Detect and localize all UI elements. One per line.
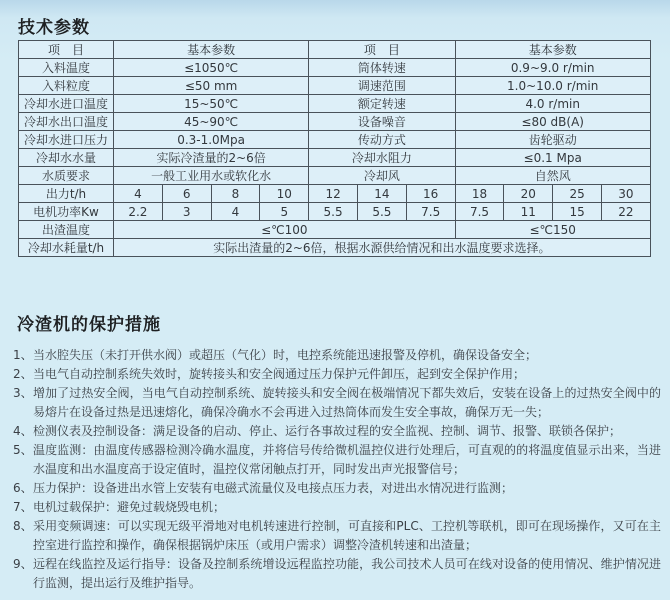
water-consume-row	[19, 239, 651, 257]
row-label: 冷却水阻力	[309, 149, 455, 167]
output-value: 14	[358, 185, 407, 203]
output-value: 18	[455, 185, 504, 203]
item-number: 8、	[13, 519, 33, 533]
output-value: 16	[406, 185, 455, 203]
row-label: 出力t/h	[19, 185, 114, 203]
output-value: 6	[162, 185, 211, 203]
output-row	[19, 185, 651, 203]
row-label: 额定转速	[309, 95, 455, 113]
row-value: 0.3-1.0Mpa	[114, 131, 309, 149]
power-value: 5	[260, 203, 309, 221]
protection-item	[13, 422, 661, 441]
row-value: ≤80 dB(A)	[455, 113, 650, 131]
protection-title: 冷渣机的保护措施	[17, 315, 161, 335]
item-number: 5、	[13, 443, 33, 457]
row-label: 冷却水进口温度	[19, 95, 114, 113]
table-row	[19, 113, 651, 131]
power-value: 7.5	[406, 203, 455, 221]
slag-temp-right: ≤℃150	[455, 221, 650, 239]
power-value: 2.2	[114, 203, 163, 221]
row-value: ≤1050℃	[114, 59, 309, 77]
power-value: 15	[553, 203, 602, 221]
row-label: 冷却水出口温度	[19, 113, 114, 131]
item-text: 检测仪表及控制设备：满足设备的启动、停止、运行各事故过程的安全监视、控制、调节、报警、联锁各保护；	[33, 424, 622, 438]
table-header-row	[19, 41, 651, 59]
water-consume-value: 实际出渣量的2~6倍，根据水源供给情况和出水温度要求选择。	[114, 239, 651, 257]
protection-item	[13, 384, 661, 422]
header-item-left: 项 目	[19, 41, 114, 59]
row-value: 45~90℃	[114, 113, 309, 131]
protection-list	[13, 346, 661, 593]
table-row	[19, 131, 651, 149]
output-value: 12	[309, 185, 358, 203]
row-label: 传动方式	[309, 131, 455, 149]
output-value: 4	[114, 185, 163, 203]
item-number: 4、	[13, 424, 33, 438]
row-value: 一般工业用水或软化水	[114, 167, 309, 185]
header-item-right: 项 目	[309, 41, 455, 59]
protection-item	[13, 555, 661, 593]
protection-item	[13, 441, 661, 479]
row-value: 1.0~10.0 r/min	[455, 77, 650, 95]
tech-params-table	[18, 40, 651, 257]
output-value: 10	[260, 185, 309, 203]
item-number: 2、	[13, 367, 33, 381]
item-text: 采用变频调速：可以实现无级平滑地对电机转速进行控制，可直接和PLC、工控机等联机，即可在现场操作，又可在主控室进行监控和操作，确保根据锅炉床压（或用户需求）调整冷渣机转速和出渣量；	[33, 519, 661, 552]
protection-item	[13, 365, 661, 384]
item-number: 6、	[13, 481, 33, 495]
output-value: 30	[601, 185, 650, 203]
power-row	[19, 203, 651, 221]
output-value: 25	[553, 185, 602, 203]
protection-item	[13, 498, 661, 517]
output-value: 8	[211, 185, 260, 203]
header-param-left: 基本参数	[114, 41, 309, 59]
row-label: 调速范围	[309, 77, 455, 95]
output-value: 20	[504, 185, 553, 203]
row-value: 实际冷渣量的2~6倍	[114, 149, 309, 167]
power-value: 5.5	[309, 203, 358, 221]
row-value: 15~50℃	[114, 95, 309, 113]
row-label: 设备噪音	[309, 113, 455, 131]
power-value: 4	[211, 203, 260, 221]
power-value: 7.5	[455, 203, 504, 221]
item-text: 电机过载保护：避免过载烧毁电机；	[33, 500, 226, 514]
power-value: 5.5	[358, 203, 407, 221]
row-value: 4.0 r/min	[455, 95, 650, 113]
row-value: 自然风	[455, 167, 650, 185]
tech-params-title: 技术参数	[18, 18, 90, 38]
table-row	[19, 77, 651, 95]
row-value: ≤50 mm	[114, 77, 309, 95]
power-value: 22	[601, 203, 650, 221]
item-number: 7、	[13, 500, 33, 514]
table-row	[19, 167, 651, 185]
protection-item	[13, 346, 661, 365]
row-label: 水质要求	[19, 167, 114, 185]
row-label: 电机功率Kw	[19, 203, 114, 221]
row-label: 冷却水进口压力	[19, 131, 114, 149]
table-row	[19, 59, 651, 77]
slag-temp-row	[19, 221, 651, 239]
row-value: ≤0.1 Mpa	[455, 149, 650, 167]
row-label: 筒体转速	[309, 59, 455, 77]
power-value: 11	[504, 203, 553, 221]
row-label: 冷却水耗量t/h	[19, 239, 114, 257]
row-value: 0.9~9.0 r/min	[455, 59, 650, 77]
row-label: 入料温度	[19, 59, 114, 77]
item-number: 1、	[13, 348, 33, 362]
table-row	[19, 149, 651, 167]
item-text: 当电气自动控制系统失效时，旋转接头和安全阀通过压力保护元件卸压，起到安全保护作用；	[33, 367, 526, 381]
row-value: 齿轮驱动	[455, 131, 650, 149]
row-label: 出渣温度	[19, 221, 114, 239]
item-number: 9、	[13, 557, 33, 571]
row-label: 入料粒度	[19, 77, 114, 95]
table-row	[19, 95, 651, 113]
row-label: 冷却水水量	[19, 149, 114, 167]
item-text: 温度监测：由温度传感器检测冷确水温度，并将信号传给微机温控仪进行处理后，可直观的的将温度值显示出来，当进水温度和出水温度高于设定值时，温控仪常闭触点打开，同时发出声光报警信号；	[33, 443, 661, 476]
row-label: 冷却风	[309, 167, 455, 185]
item-text: 增加了过热安全阀，当电气自动控制系统、旋转接头和安全阀在极端情况下都失效后，安装在设备上的过热安全阀中的易熔片在设备过热是迅速熔化，确保冷确水不会再进入过热筒体而发生安全事故，确保万无一失；	[33, 386, 661, 419]
power-value: 3	[162, 203, 211, 221]
protection-item	[13, 479, 661, 498]
slag-temp-left: ≤℃100	[114, 221, 456, 239]
protection-item	[13, 517, 661, 555]
item-text: 压力保护：设备进出水管上安装有电磁式流量仪及电接点压力表，对进出水情况进行监测；	[33, 481, 514, 495]
item-number: 3、	[13, 386, 33, 400]
header-param-right: 基本参数	[455, 41, 650, 59]
item-text: 当水腔失压（未打开供水阀）或超压（气化）时，电控系统能迅速报警及停机，确保设备安全；	[33, 348, 538, 362]
item-text: 远程在线监控及运行指导：设备及控制系统增设远程监控功能，我公司技术人员可在线对设备的使用情况、维护情况进行监测，提出运行及维护指导。	[33, 557, 661, 590]
